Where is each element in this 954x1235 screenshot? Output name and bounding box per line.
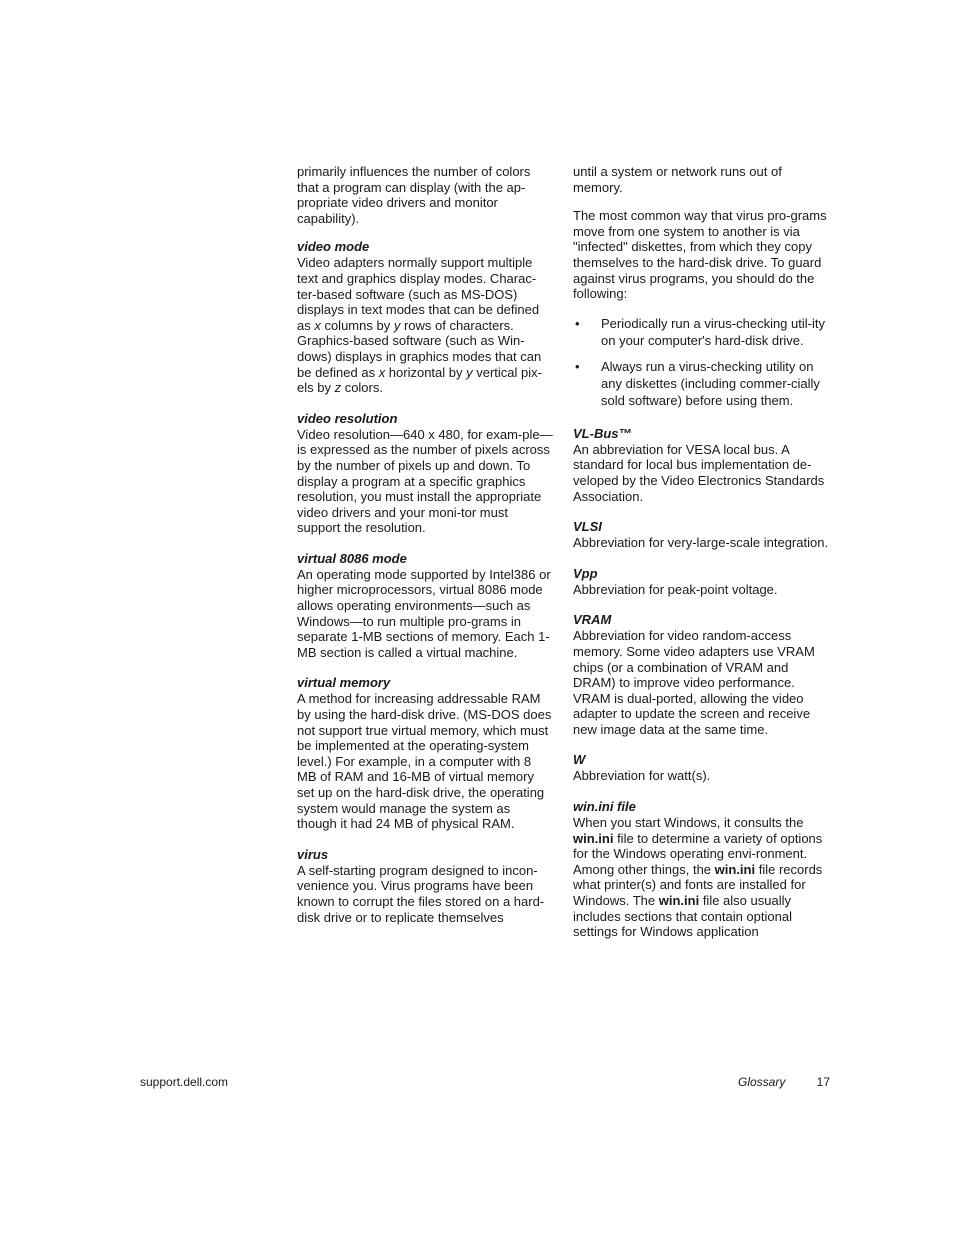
continued-paragraph: until a system or network runs out of memory. [573,164,782,195]
entry-term: video mode [297,239,370,255]
glossary-entry-video-mode [297,239,553,395]
entry-definition: Video resolution—640 x 480, for exam-ple—is expressed as the number of pixels across by the number of pixels up and down. To display a program at a specific graphics resolution, you must install the appropriate video drivers and your moni-tor must support the resolution. [297,426,553,536]
glossary-entry-vpp [573,566,831,598]
entry-definition: Abbreviation for very-large-scale integration. [573,535,829,551]
entry-definition: A self-starting program designed to incon-venience you. Virus programs have been known to corrupt the files stored on a hard-disk drive or to replicate themselves [297,862,545,925]
footer-page-info [738,1075,830,1089]
entry-term: win.ini file [573,799,636,815]
entry-term: VRAM [573,612,612,628]
entry-definition: Abbreviation for video random-access memory. Some video adapters use VRAM chips (or a combination of VRAM and DRAM) to improve video performance. VRAM is dual-ported, allowing the video adapter to update the screen and receive new image data at the same time. [573,628,815,737]
glossary-entry-video-resolution [297,411,553,536]
page-number: 17 [816,1075,830,1089]
entry-definition: An operating mode supported by Intel386 or higher microprocessors, virtual 8086 mode allows operating environments—such as Windows—to run multiple pro-grams in separate 1-MB sections of memory. Each 1-MB section is called a virtual machine. [297,566,551,660]
entry-definition: When you start Windows, it consults the win.ini file to determine a variety of options for the Windows operating envi-ronment. Among other things, the win.ini file records what printer(s) and fonts are installed for Windows. The win.ini file also usually includes sections that contain optional settings for Windows application [573,815,823,940]
glossary-entry-w [573,752,831,784]
list-item: • Periodically run a virus-checking util-ity on your computer's hard-disk drive. [575,315,825,348]
glossary-entry-win-ini-file [573,799,831,940]
footer-url: support.dell.com [140,1075,229,1089]
bullet-icon: • [575,315,580,331]
glossary-entry-vl-bus [573,426,831,504]
entry-definition: An abbreviation for VESA local bus. A standard for local bus implementation de-veloped by the Video Electronics Standards Association. [573,441,825,504]
entry-term: virus [297,846,329,862]
entry-term: video resolution [297,410,398,426]
bullet-icon: • [575,358,580,374]
bullet-list [573,315,831,409]
entry-term: Vpp [573,565,598,581]
entry-term: VL-Bus™ [573,425,632,441]
glossary-entry-virtual-memory [297,675,553,831]
entry-term: W [573,752,586,768]
glossary-entry-virus [297,847,553,925]
glossary-entry-vram [573,612,831,737]
list-item: • Always run a virus-checking utility on any diskettes (including commer-cially sold software) before using them. [575,358,820,408]
entry-term: virtual 8086 mode [297,550,407,566]
right-column [573,164,831,955]
entry-definition: A method for increasing addressable RAM by using the hard-disk drive. (MS-DOS does not support true virtual memory, which must be implemented at the operating-system level.) For example, in a computer with 8 MB of RAM and 16-MB of virtual memory set up on the hard-disk drive, the operating system would manage the system as though it had 24 MB of physical RAM. [297,691,552,832]
entry-term: VLSI [573,519,602,535]
entry-definition: Abbreviation for peak-point voltage. [573,581,778,597]
virus-paragraph: The most common way that virus pro-grams move from one system to another is via "infected" diskettes, from which they copy themselves to the hard-disk drive. To guard against virus programs, you should do the following: [573,208,827,302]
glossary-entry-vlsi [573,519,831,551]
entry-definition: Abbreviation for watt(s). [573,768,711,784]
entry-term: virtual memory [297,675,391,691]
intro-paragraph: primarily influences the number of colors that a program can display (with the ap-propriate video drivers and monitor capability). [297,164,531,226]
entry-definition: Video adapters normally support multiple text and graphics display modes. Charac-ter-based software (such as MS-DOS) displays in text modes that can be defined as x columns by y rows of characters. Graphics-based software (such as Win-dows) displays in graphics modes that can be defined as x horizontal by y vertical pix-els by z colors. [297,255,542,396]
glossary-entry-virtual-8086-mode [297,551,553,661]
left-column [297,164,553,940]
footer-section-title: Glossary [738,1075,786,1089]
